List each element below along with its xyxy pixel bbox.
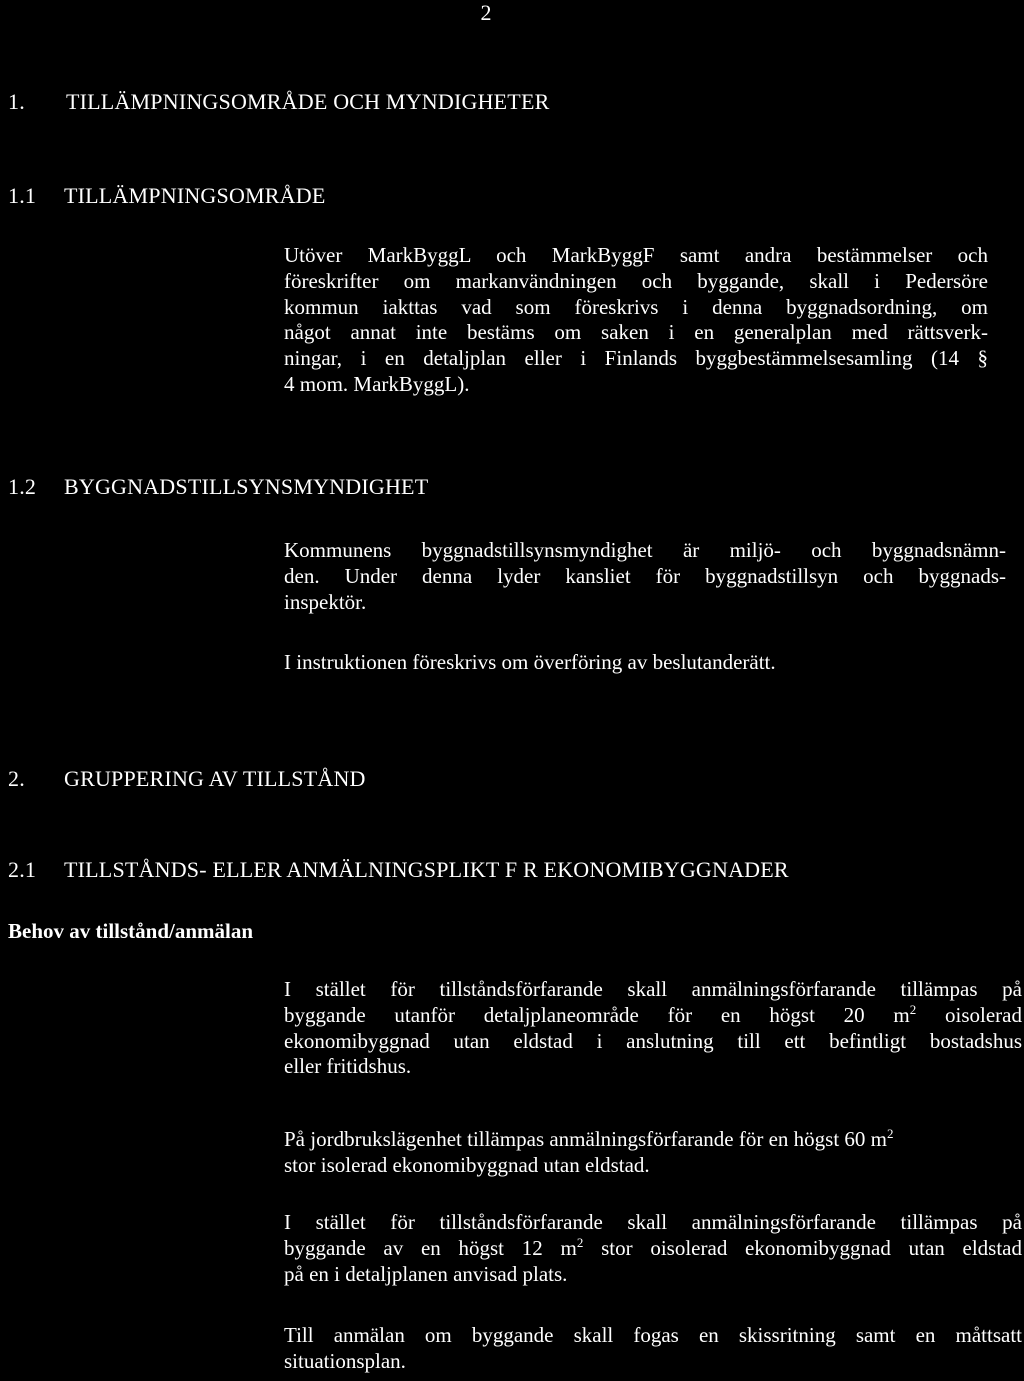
section-title: TILLSTÅNDS- ELLER ANMÄLNINGSPLIKT F R EKONOMIBYGGNADER [64, 857, 789, 882]
text-line [284, 1003, 1022, 1029]
superscript: 2 [909, 1001, 917, 1017]
paragraph-permit-2 [284, 1127, 1022, 1179]
text-line: föreskrifter om markanvändningen och byggande, skall i Pedersöre [284, 268, 988, 293]
text-line: Utöver MarkByggL och MarkByggF samt andra bestämmelser och [284, 243, 988, 267]
text-line: Kommunens byggnadstillsynsmyndighet är miljö- och byggnadsnämn- [284, 538, 1006, 562]
text-line: på en i detaljplanen anvisad plats. [284, 1261, 568, 1286]
text-line: inspektör. [284, 589, 367, 614]
text-line: situationsplan. [284, 1348, 406, 1373]
text-line: I stället för tillståndsförfarande skall anmälningsförfarande tillämpas på [284, 1210, 1022, 1234]
text-segment: byggande av en högst 12 m [284, 1235, 577, 1260]
text-line: eller fritidshus. [284, 1054, 412, 1079]
text-line: kommun iakttas vad som föreskrivs i denna byggnadsordning, om [284, 294, 988, 319]
section-number: 1.2 [8, 474, 37, 499]
page-number: 2 [480, 0, 492, 25]
text-line: Till anmälan om byggande skall fogas en skissritning samt en måttsatt [284, 1323, 1022, 1347]
section-title: TILLÄMPNINGSOMRÅDE [64, 183, 326, 208]
section-number: 1.1 [8, 183, 37, 208]
text-segment: byggande utanför detaljplaneområde för en högst 20 m [284, 1002, 910, 1027]
text-line [284, 1127, 1022, 1153]
paragraph-instruction [284, 650, 1006, 676]
text-line: I stället för tillståndsförfarande skall anmälningsförfarande tillämpas på [284, 977, 1022, 1001]
paragraph-permit-4 [284, 1323, 1022, 1375]
section-number: 2. [8, 766, 25, 791]
text-line: ningar, i en detaljplan eller i Finlands byggbestämmelsesamling (14 § [284, 346, 988, 371]
section-title: GRUPPERING AV TILLSTÅND [64, 766, 366, 791]
text-segment: På jordbrukslägenhet tillämpas anmälningsförfarande för en högst 60 m [284, 1127, 888, 1151]
superscript: 2 [887, 1126, 894, 1141]
subheading: Behov av tillstånd/anmälan [8, 919, 254, 943]
text-line: något annat inte bestäms om saken i en generalplan med rättsverk- [284, 320, 988, 345]
text-line: ekonomibyggnad utan eldstad i anslutning till ett befintligt bostadshus [284, 1028, 1022, 1053]
text-segment: oisolerad [945, 1002, 1022, 1027]
paragraph-permit-3 [284, 1210, 1022, 1287]
section-number: 2.1 [8, 857, 37, 882]
text-line [284, 1236, 1022, 1262]
text-segment: stor oisolerad ekonomibyggnad utan eldstad [601, 1235, 1022, 1260]
text-line: stor isolerad ekonomibyggnad utan eldstad. [284, 1152, 650, 1177]
section-title: BYGGNADSTILLSYNSMYNDIGHET [64, 474, 429, 499]
text-line: I instruktionen föreskrivs om överföring av beslutanderätt. [284, 650, 776, 674]
paragraph-permit-1 [284, 977, 1022, 1080]
superscript: 2 [576, 1234, 584, 1250]
section-number: 1. [8, 89, 25, 114]
paragraph-authority [284, 538, 1006, 615]
paragraph-scope [284, 243, 988, 398]
text-line: den. Under denna lyder kansliet för byggnadstillsyn och byggnads- [284, 563, 1006, 588]
section-title: TILLÄMPNINGSOMRÅDE OCH MYNDIGHETER [66, 89, 550, 114]
text-line: 4 mom. MarkByggL). [284, 371, 470, 396]
